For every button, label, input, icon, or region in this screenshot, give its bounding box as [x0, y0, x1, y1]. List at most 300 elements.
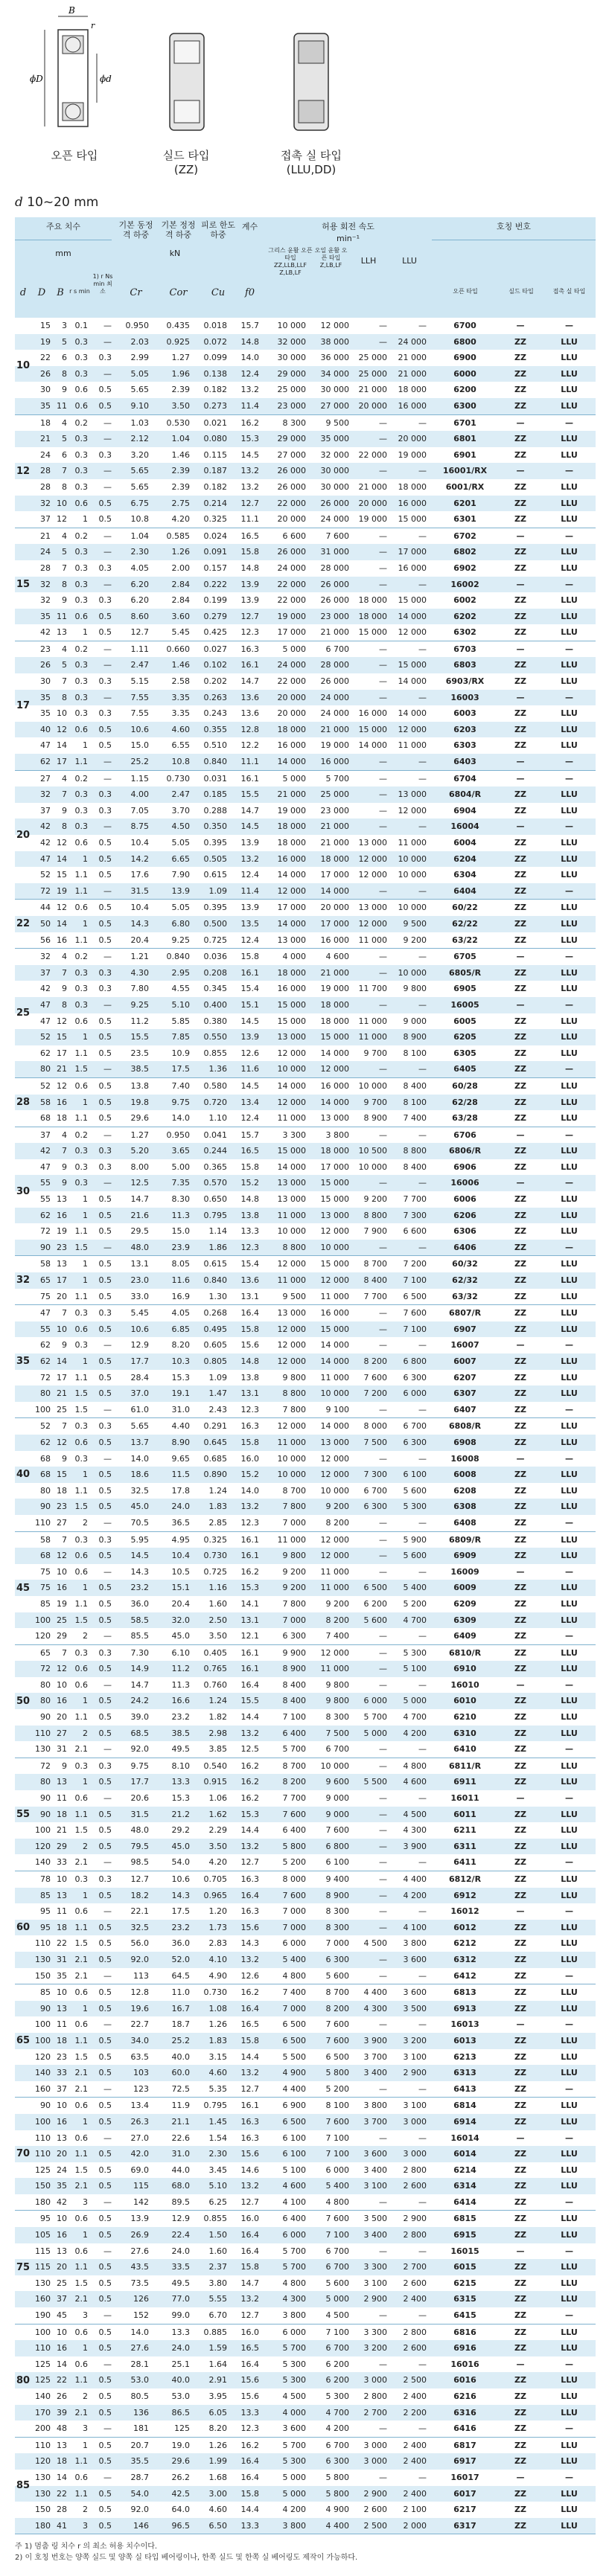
- shield-designation: ZZ: [514, 1064, 526, 1074]
- label-b: B: [68, 5, 75, 16]
- chamfer: 0.3: [74, 1647, 88, 1658]
- oil-speed: 4 700: [325, 2407, 349, 2418]
- open-designation: 6013: [453, 2035, 476, 2045]
- static-load: 23.2: [171, 1712, 190, 1723]
- shield-designation: ZZ: [514, 1598, 526, 1609]
- llh-speed: —: [379, 821, 387, 832]
- outer-diameter: 62: [40, 757, 51, 767]
- oil-speed: 12 000: [320, 1551, 349, 1561]
- snap-ring-chamfer: 0.3: [98, 1308, 112, 1319]
- llh-speed: 2 900: [363, 2294, 387, 2304]
- dynamic-load: 24.2: [130, 1696, 149, 1706]
- llh-speed: —: [379, 644, 387, 654]
- grease-speed: 8 300: [282, 417, 306, 428]
- snap-ring-chamfer: 0.5: [98, 1583, 112, 1593]
- factor-f0: 12.3: [240, 1404, 259, 1414]
- bore-diameter: 20: [16, 829, 31, 841]
- shield-designation: ZZ: [514, 1728, 526, 1738]
- seal-designation: LLU: [561, 1259, 578, 1269]
- seal-designation: LLU: [561, 1324, 578, 1334]
- shield-designation: ZZ: [514, 2294, 526, 2304]
- table-row: [15, 624, 596, 641]
- seal-designation: —: [565, 466, 573, 476]
- width: 9: [62, 1162, 67, 1172]
- static-load: 2.47: [171, 789, 190, 800]
- fatigue-load: 0.550: [203, 1032, 227, 1042]
- static-load: 0.530: [166, 417, 190, 428]
- shield-designation: ZZ: [514, 1291, 526, 1301]
- grease-speed: 12 000: [277, 1048, 306, 1058]
- snap-ring-chamfer: 0.5: [98, 1194, 112, 1205]
- llu-speed: 10 000: [398, 853, 427, 864]
- static-load: 6.80: [171, 918, 190, 929]
- llu-speed: 4 600: [403, 1777, 427, 1787]
- llu-speed: —: [418, 1566, 427, 1577]
- bore-group: [15, 1984, 596, 2098]
- open-designation: 6916: [453, 2343, 476, 2354]
- chamfer: 1.1: [74, 2456, 88, 2467]
- fatigue-load: 0.027: [203, 644, 227, 654]
- open-designation: 6406: [453, 1242, 476, 1252]
- chamfer: 0.3: [74, 708, 88, 719]
- dynamic-load: 20.7: [130, 2440, 149, 2450]
- llh-speed: 3 400: [363, 2165, 387, 2175]
- llh-speed: —: [379, 952, 387, 962]
- factor-f0: 12.5: [240, 1744, 259, 1755]
- factor-f0: 16.3: [240, 1874, 259, 1884]
- grease-speed: 16 000: [277, 853, 306, 864]
- outer-diameter: 80: [40, 1388, 51, 1399]
- snap-ring-chamfer: 0.5: [98, 1841, 112, 1851]
- chamfer: 2.1: [74, 1954, 88, 1964]
- width: 5: [62, 660, 67, 670]
- oil-speed: 18 000: [320, 853, 349, 864]
- dynamic-load: 39.0: [130, 1712, 149, 1723]
- grease-speed: 6 900: [282, 2101, 306, 2111]
- static-load: 4.20: [171, 514, 190, 525]
- static-load: 36.5: [171, 1517, 190, 1528]
- outer-diameter: 125: [35, 2375, 51, 2386]
- snap-ring-chamfer: —: [103, 1679, 112, 1690]
- fatigue-load: 0.855: [203, 2214, 227, 2224]
- dynamic-load: 37.0: [130, 1388, 149, 1399]
- snap-ring-chamfer: —: [103, 952, 112, 962]
- seal-type-title: 접촉 실 타입: [281, 149, 342, 162]
- snap-ring-chamfer: 0.5: [98, 1259, 112, 1269]
- shield-designation: ZZ: [514, 1308, 526, 1319]
- open-designation: 6415: [453, 2310, 476, 2321]
- oil-speed: 12 000: [320, 1470, 349, 1480]
- outer-diameter: 62: [40, 1048, 51, 1058]
- fatigue-load: 1.24: [208, 1696, 227, 1706]
- llh-speed: 6 200: [363, 1598, 387, 1609]
- bore-group: [15, 771, 596, 900]
- dynamic-load: 14.0: [130, 2327, 149, 2337]
- static-load: 38.5: [171, 1728, 190, 1738]
- shield-designation: —: [516, 773, 525, 784]
- static-load: 89.5: [171, 2197, 190, 2207]
- oil-speed: 5 600: [325, 2278, 349, 2288]
- dynamic-load: 27.0: [130, 2133, 149, 2143]
- outer-diameter: 130: [35, 2472, 51, 2482]
- llh-speed: 11 000: [358, 935, 387, 945]
- table-row: [15, 1289, 596, 1305]
- llh-speed: —: [379, 1631, 387, 1641]
- open-designation: 16010: [450, 1679, 479, 1690]
- shield-designation: ZZ: [514, 449, 526, 460]
- open-designation: 16005: [450, 999, 479, 1010]
- llu-speed: 3 900: [403, 1841, 427, 1851]
- seal-designation: LLU: [561, 2407, 578, 2418]
- shield-designation: ZZ: [514, 1696, 526, 1706]
- bore-group: [15, 1758, 596, 1871]
- chamfer: 1.1: [74, 2149, 88, 2159]
- shield-designation: ZZ: [514, 2327, 526, 2337]
- llu-speed: 2 800: [403, 2327, 427, 2337]
- snap-ring-chamfer: —: [103, 368, 112, 379]
- shield-designation: ZZ: [514, 2310, 526, 2321]
- oil-speed: 26 000: [320, 676, 349, 687]
- fatigue-load: 0.720: [203, 1097, 227, 1107]
- llh-speed: 18 000: [358, 611, 387, 621]
- snap-ring-chamfer: 0.5: [98, 1356, 112, 1366]
- open-designation: 6904: [453, 805, 476, 816]
- factor-f0: 12.7: [240, 498, 259, 508]
- static-load: 12.9: [171, 2214, 190, 2224]
- fatigue-load: 3.80: [208, 2278, 227, 2288]
- width: 13: [57, 1890, 67, 1900]
- bore-diameter: 32: [16, 1275, 31, 1287]
- grease-speed: 11 000: [277, 1534, 306, 1545]
- shield-designation: ZZ: [514, 870, 526, 880]
- width: 19: [57, 1226, 67, 1237]
- seal-designation: LLU: [561, 1954, 578, 1964]
- factor-f0: 14.0: [240, 353, 259, 363]
- shield-designation: ZZ: [514, 1890, 526, 1900]
- grease-speed: 3 300: [282, 1130, 306, 1140]
- bore-diameter: 80: [16, 2374, 31, 2386]
- oil-speed: 11 000: [320, 1664, 349, 1674]
- llu-speed: 5 400: [403, 1583, 427, 1593]
- llh-speed: —: [379, 1793, 387, 1804]
- snap-ring-chamfer: 0.5: [98, 2456, 112, 2467]
- llu-speed: 5 300: [403, 1647, 427, 1658]
- col-cu: Cu: [211, 287, 226, 298]
- width: 16: [57, 935, 67, 945]
- factor-f0: 12.3: [240, 1242, 259, 1252]
- shield-designation: ZZ: [514, 2343, 526, 2354]
- shield-designation: ZZ: [514, 1615, 526, 1625]
- factor-f0: 13.1: [240, 1291, 259, 1301]
- grease-speed: 5 800: [282, 1841, 306, 1851]
- llu-speed: 6 500: [403, 1291, 427, 1301]
- shield-designation: ZZ: [514, 1356, 526, 1366]
- dynamic-load: 14.3: [130, 918, 149, 929]
- width: 10: [57, 2327, 67, 2337]
- oil-speed: 19 000: [320, 740, 349, 751]
- width: 35: [57, 2181, 67, 2191]
- snap-ring-chamfer: —: [103, 1242, 112, 1252]
- snap-ring-chamfer: 0.5: [98, 2181, 112, 2191]
- fatigue-load: 3.95: [208, 2391, 227, 2401]
- shield-designation: ZZ: [514, 595, 526, 606]
- open-designation: 6205: [453, 1032, 476, 1042]
- snap-ring-chamfer: —: [103, 821, 112, 832]
- llu-speed: 8 400: [403, 1162, 427, 1172]
- table-row: [15, 2356, 596, 2373]
- open-designation: 6003: [453, 708, 476, 719]
- fatigue-load: 0.765: [203, 1664, 227, 1674]
- snap-ring-chamfer: 0.5: [98, 1210, 112, 1220]
- outer-diameter: 140: [35, 1857, 51, 1868]
- shield-designation: ZZ: [514, 1210, 526, 1220]
- dynamic-load: 2.03: [130, 336, 149, 347]
- factor-f0: 15.5: [240, 789, 259, 800]
- table-row: [15, 851, 596, 868]
- static-load: 1.96: [171, 368, 190, 379]
- table-row: [15, 1385, 596, 1402]
- oil-speed: 8 300: [325, 1712, 349, 1723]
- oil-speed: 13 000: [320, 1210, 349, 1220]
- width: 16: [57, 2343, 67, 2354]
- llh-speed: 5 700: [363, 1712, 387, 1723]
- llh-speed: 7 900: [363, 1226, 387, 1237]
- static-load: 49.5: [171, 2278, 190, 2288]
- llh-speed: 3 200: [363, 2343, 387, 2354]
- shield-type-title: 실드 타입: [162, 149, 210, 162]
- oil-speed: 8 200: [325, 1517, 349, 1528]
- fatigue-load: 0.072: [203, 336, 227, 347]
- seal-designation: LLU: [561, 1372, 578, 1382]
- static-load: 8.90: [171, 1437, 190, 1447]
- col-outer-d: D: [37, 287, 46, 298]
- grease-speed: 10 000: [277, 1470, 306, 1480]
- table-row: [15, 2098, 596, 2114]
- table-row: [15, 1726, 596, 1742]
- factor-f0: 13.8: [240, 1210, 259, 1220]
- llu-speed: 2 400: [403, 2440, 427, 2450]
- llh-speed: 22 000: [358, 449, 387, 460]
- bore-diameter: 17: [16, 699, 31, 711]
- shield-designation: ZZ: [514, 660, 526, 670]
- factor-f0: 15.8: [240, 1324, 259, 1334]
- static-load: 2.84: [171, 579, 190, 589]
- llu-speed: —: [418, 1453, 427, 1464]
- dynamic-load: 38.5: [130, 1064, 149, 1074]
- dynamic-load: 43.5: [130, 2262, 149, 2272]
- oil-speed: 27 000: [320, 400, 349, 411]
- fatigue-load: 0.685: [203, 1453, 227, 1464]
- static-load: 19.1: [171, 1388, 190, 1399]
- seal-designation: LLU: [561, 2068, 578, 2078]
- seal-designation: LLU: [561, 1728, 578, 1738]
- oil-speed: 12 000: [320, 1534, 349, 1545]
- open-designation: 6906: [453, 1162, 476, 1172]
- oil-speed: 4 600: [325, 952, 349, 962]
- open-type-label: 오픈 타입: [51, 149, 98, 162]
- factor-f0: 16.4: [240, 1679, 259, 1690]
- outer-diameter: 90: [40, 1712, 51, 1723]
- grease-speed: 30 000: [277, 353, 306, 363]
- llu-speed: 8 900: [403, 1032, 427, 1042]
- oil-speed: 8 300: [325, 1906, 349, 1917]
- outer-diameter: 42: [40, 838, 51, 848]
- llu-speed: 2 000: [403, 2520, 427, 2531]
- seal-designation: —: [565, 1242, 573, 1252]
- seal-designation: LLU: [561, 1825, 578, 1836]
- grease-speed: 6 300: [282, 1631, 306, 1641]
- chamfer: 1.5: [74, 2278, 88, 2288]
- width: 18: [57, 1922, 67, 1932]
- oil-speed: 4 200: [325, 2423, 349, 2434]
- seal-designation: —: [565, 952, 573, 962]
- open-designation: 6306: [453, 1226, 476, 1237]
- grease-speed: 4 200: [282, 2505, 306, 2515]
- open-designation: 16007: [450, 1340, 479, 1351]
- shield-designation: ZZ: [514, 1809, 526, 1819]
- open-designation: 6305: [453, 1048, 476, 1058]
- chamfer: 2.1: [74, 2181, 88, 2191]
- static-load: 9.65: [171, 1453, 190, 1464]
- factor-f0: 16.1: [240, 660, 259, 670]
- dynamic-load: 6.20: [130, 595, 149, 606]
- seal-designation: LLU: [561, 611, 578, 621]
- fatigue-load: 0.570: [203, 1178, 227, 1188]
- llh-speed: 11 000: [358, 1016, 387, 1026]
- chamfer: 1.5: [74, 1615, 88, 1625]
- width: 16: [57, 2116, 67, 2127]
- open-designation: 6207: [453, 1372, 476, 1382]
- dynamic-load: 1.21: [130, 952, 149, 962]
- static-load: 5.00: [171, 1162, 190, 1172]
- table-row: [15, 2211, 596, 2227]
- open-designation: 6203: [453, 724, 476, 734]
- width: 13: [57, 1777, 67, 1787]
- dynamic-load: 85.5: [130, 1631, 149, 1641]
- width: 5: [62, 547, 67, 557]
- chamfer: 0.3: [74, 789, 88, 800]
- chamfer: 0.3: [74, 353, 88, 363]
- open-designation: 6815: [453, 2214, 476, 2224]
- open-designation: 6312: [453, 1954, 476, 1964]
- fatigue-load: 1.59: [208, 2343, 227, 2354]
- fatigue-load: 2.37: [208, 2262, 227, 2272]
- outer-diameter: 32: [40, 789, 51, 800]
- factor-f0: 14.5: [240, 1080, 259, 1091]
- factor-f0: 15.6: [240, 1340, 259, 1351]
- bore-group: [15, 1418, 596, 1531]
- table-row: [15, 1968, 596, 1984]
- fatigue-load: 1.09: [208, 1372, 227, 1382]
- oil-speed: 15 000: [320, 1194, 349, 1205]
- grease-speed: 4 400: [282, 2083, 306, 2094]
- oil-speed: 30 000: [320, 481, 349, 492]
- snap-ring-chamfer: 0.5: [98, 1922, 112, 1932]
- snap-ring-chamfer: 0.5: [98, 2230, 112, 2240]
- outer-diameter: 37: [40, 805, 51, 816]
- open-designation: 6411: [453, 1857, 476, 1868]
- outer-diameter: 150: [35, 1970, 51, 1981]
- bore-group: [15, 1127, 596, 1257]
- chamfer: 2: [83, 1728, 88, 1738]
- outer-diameter: 47: [40, 1308, 51, 1319]
- static-load: 13.9: [171, 885, 190, 896]
- llu-speed: 3 600: [403, 1987, 427, 1998]
- open-designation: 16008: [450, 1453, 479, 1464]
- grease-speed: 8 800: [282, 1242, 306, 1252]
- chamfer: 1: [83, 627, 88, 638]
- open-designation: 16011: [450, 1793, 479, 1804]
- chamfer: 1: [83, 1194, 88, 1205]
- chamfer: 0.6: [74, 1016, 88, 1026]
- open-designation: 6211: [453, 1825, 476, 1836]
- llh-speed: —: [379, 2246, 387, 2256]
- oil-speed: 6 100: [325, 1857, 349, 1868]
- shield-designation: —: [516, 531, 525, 541]
- width: 8: [62, 579, 67, 589]
- shield-designation: ZZ: [514, 1825, 526, 1836]
- llh-speed: —: [379, 676, 387, 687]
- dynamic-load: 14.9: [130, 1664, 149, 1674]
- llh-speed: 8 000: [363, 1421, 387, 1432]
- outer-diameter: 28: [40, 481, 51, 492]
- oil-speed: 5 200: [325, 2083, 349, 2094]
- llu-speed: —: [418, 1906, 427, 1917]
- llu-speed: 7 600: [403, 1308, 427, 1319]
- shield-designation: ZZ: [514, 2035, 526, 2045]
- dynamic-load: 61.0: [130, 1404, 149, 1414]
- fatigue-load: 0.024: [203, 531, 227, 541]
- seal-designation: LLU: [561, 1437, 578, 1447]
- oil-speed: 9 600: [325, 1777, 349, 1787]
- fatigue-load: 0.400: [203, 999, 227, 1010]
- grease-speed: 7 700: [282, 1793, 306, 1804]
- chamfer: 2.1: [74, 2407, 88, 2418]
- llu-speed: 9 000: [403, 1016, 427, 1026]
- llu-speed: —: [418, 579, 427, 589]
- factor-f0: 15.4: [240, 984, 259, 994]
- table-row: [15, 1903, 596, 1920]
- snap-ring-chamfer: 0.3: [98, 676, 112, 687]
- static-load: 2.75: [171, 498, 190, 508]
- oil-speed: 7 100: [325, 2230, 349, 2240]
- open-designation: 60/28: [452, 1080, 478, 1091]
- outer-diameter: 72: [40, 885, 51, 896]
- llu-speed: 17 000: [398, 547, 427, 557]
- table-row: [15, 463, 596, 479]
- width: 35: [57, 1970, 67, 1981]
- oil-speed: 9 200: [325, 1598, 349, 1609]
- dynamic-load: 14.5: [130, 1551, 149, 1561]
- width: 9: [62, 984, 67, 994]
- outer-diameter: 35: [40, 400, 51, 411]
- fatigue-load: 0.080: [203, 434, 227, 444]
- width: 10: [57, 498, 67, 508]
- dynamic-load: 22.7: [130, 2019, 149, 2030]
- llu-speed: 21 000: [398, 368, 427, 379]
- fatigue-load: 0.182: [203, 481, 227, 492]
- snap-ring-chamfer: 0.3: [98, 1146, 112, 1156]
- static-load: 7.90: [171, 870, 190, 880]
- llh-speed: —: [379, 885, 387, 896]
- grease-speed: 6 400: [282, 1825, 306, 1836]
- outer-diameter: 80: [40, 1777, 51, 1787]
- table-row: [15, 2049, 596, 2066]
- open-designation: 6408: [453, 1517, 476, 1528]
- dynamic-load: 136: [133, 2407, 149, 2418]
- outer-diameter: 26: [40, 368, 51, 379]
- factor-f0: 13.2: [240, 385, 259, 395]
